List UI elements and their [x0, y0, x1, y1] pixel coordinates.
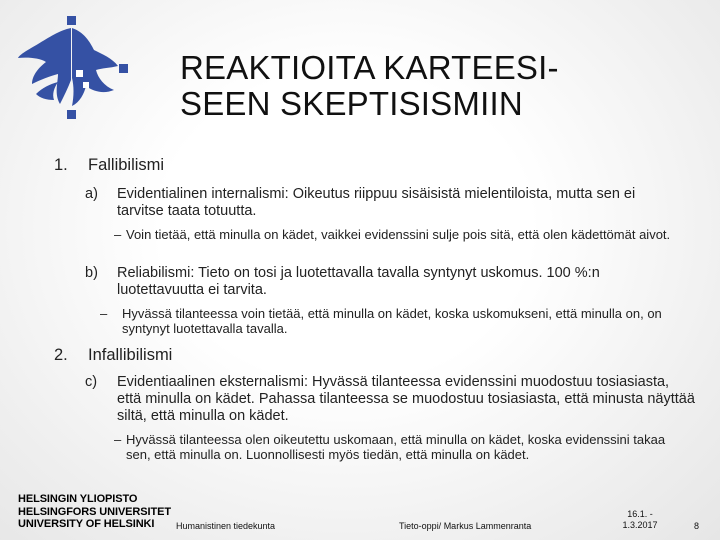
list-item-heading: Infallibilismi: [88, 346, 173, 364]
slide-title: [180, 50, 700, 122]
sub-item-c-detail: [114, 432, 694, 464]
footer-university-line-1: HELSINGIN YLIOPISTO: [18, 493, 138, 505]
footer-date-line-2: 1.3.2017: [622, 520, 658, 530]
detail-text: Hyvässä tilanteessa voin tietää, että minulla on kädet, koska uskomukseni, että minulla on, on syntynyt luotettavalla tavalla.: [122, 306, 662, 336]
list-item-number: 2.: [54, 346, 68, 364]
sub-item-letter: a): [85, 186, 98, 202]
detail-text: Voin tietää, että minulla on kädet, vaikkei evidenssini sulje pois sitä, että olen kädettömät aivot.: [126, 227, 671, 242]
footer-faculty: Humanistinen tiedekunta: [176, 521, 276, 531]
footer-date-line-1: 16.1. -: [627, 509, 653, 519]
list-item-heading: Fallibilismi: [88, 156, 165, 174]
sub-item-letter: b): [85, 265, 98, 281]
list-item-1: [54, 156, 654, 176]
list-item-number: 1.: [54, 156, 68, 174]
dash-bullet: –: [100, 306, 108, 321]
dash-bullet: –: [114, 432, 122, 447]
university-logo-icon: [14, 14, 134, 122]
detail-text: Hyvässä tilanteessa olen oikeutettu uskomaan, että minulla on kädet, koska evidenssini takaa sen, että minulla on. Luonnollisesti myös tiedän, että minulla on kädet.: [126, 432, 666, 462]
sub-item-a-detail: [114, 227, 694, 259]
sub-item-text: Evidentialinen internalismi: Oikeutus riippuu sisäisistä mielentiloista, mutta sen ei tarvitse taata totuutta.: [117, 186, 636, 219]
footer-university-line-2: HELSINGFORS UNIVERSITET: [18, 505, 171, 518]
dash-bullet: –: [114, 227, 122, 242]
slide-title-line-2: SEEN SKEPTISISMIIN: [180, 85, 523, 122]
footer-university-line-3: UNIVERSITY OF HELSINKI: [18, 518, 155, 530]
list-item-2: [54, 346, 654, 366]
sub-item-c: [85, 374, 695, 426]
footer-date: [618, 509, 662, 531]
sub-item-b: [85, 265, 675, 301]
footer-university-name: [18, 493, 171, 531]
page-number: 8: [694, 521, 700, 531]
slide-title-line-1: REAKTIOITA KARTEESI-: [180, 49, 559, 86]
footer-author: Tieto-oppi/ Markus Lammenranta: [399, 521, 532, 531]
sub-item-text: Evidentiaalinen eksternalismi: Hyvässä tilanteessa evidenssini muodostuu tosiasiasta, että minulla on kädet. Pahassa tilanteessa se muodostuu tosiasiasta, että minusta näyttää siltä, että minulla on kädet.: [117, 374, 695, 424]
sub-item-letter: c): [85, 374, 98, 390]
sub-item-a: [85, 186, 675, 222]
sub-item-text: Reliabilismi: Tieto on tosi ja luotettavalla tavalla syntynyt uskomus. 100 %:n luotettavuutta ei tarvita.: [117, 265, 600, 298]
sub-item-b-detail: [100, 306, 700, 338]
